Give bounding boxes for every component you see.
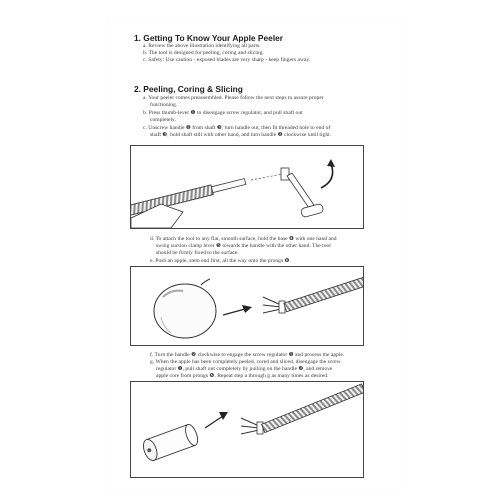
rotation-arrowhead [327,159,335,167]
illustration-apple-prongs [130,266,364,346]
illustration-core-removal [130,381,364,478]
section-2-line-a-cont: functioning. [150,102,178,108]
step-g-line-cont: regulator ❶, pull shaft out completely by pulling on the handle ❷, and remove [156,366,333,372]
illustration-shaft-handle [130,145,364,229]
step-d-line-cont: swing suction clamp lever ❺ towards the handle with the other hand. The tool [156,243,331,249]
step-d-line-cont2: should be firmly fixed to the surface. [156,250,239,256]
section-1-line-c: c. Safety: Use caution - exposed blades are very sharp - keep fingers away. [143,57,311,63]
threaded-shaft-3 [262,384,363,433]
prongs [263,297,285,313]
step-g-line: g. When the apple has been completely peeled, cored and sliced, disengage the screw [150,359,341,365]
step-f-line: f. Turn the handle ❷ clockwise to engage the screw regulator ❶ and process the apple. [150,352,345,358]
section-2-line-c: c. Unscrew handle ❷ from shaft ❸, turn handle out, then fit threaded hole to end of [143,125,331,131]
section-2-title: 2. Peeling, Coring & Slicing [134,84,243,94]
section-2-line-c-cont: shaft ❸, hold shaft still with other hand, and turn handle ❷ clockwise until tight. [150,132,332,138]
alignment-line [251,174,283,180]
core-arrow [205,416,223,428]
section-2-line-b-cont: completely. [150,117,176,123]
step-g-line-cont2: apple core from prongs ❻. Repeat step a through g as many times as desired. [156,373,329,379]
apple [154,279,216,338]
smooth-shaft-end [211,179,245,193]
rotation-arrow [321,164,333,188]
crank-handle [281,168,324,218]
section-1-line-a: a. Review the above illustration identifying all parts. [143,43,261,49]
push-arrow [223,309,245,315]
core-arrowhead [219,412,228,420]
section-1-title: 1. Getting To Know Your Apple Peeler [134,33,284,43]
section-2-line-b: b. Press thumb-lever ❶ to disengage screw regulator, and pull shaft out [143,110,303,116]
step-e-line: e. Push an apple, stem end first, all the way onto the prongs ❻. [150,258,291,264]
step-d-line: d. To attach the tool to any flat, smooth surface, hold the base ❹ with one hand and [150,236,337,242]
threaded-shaft-2 [284,277,363,312]
section-1-line-b: b. The tool is designed for peeling, coring and slicing. [143,50,264,56]
apple-core [141,423,200,462]
section-2-line-a: a. Your peeler comes preassembled. Please follow the next steps to assure proper [143,95,324,101]
push-arrowhead [242,305,252,313]
prongs-2 [241,418,263,434]
